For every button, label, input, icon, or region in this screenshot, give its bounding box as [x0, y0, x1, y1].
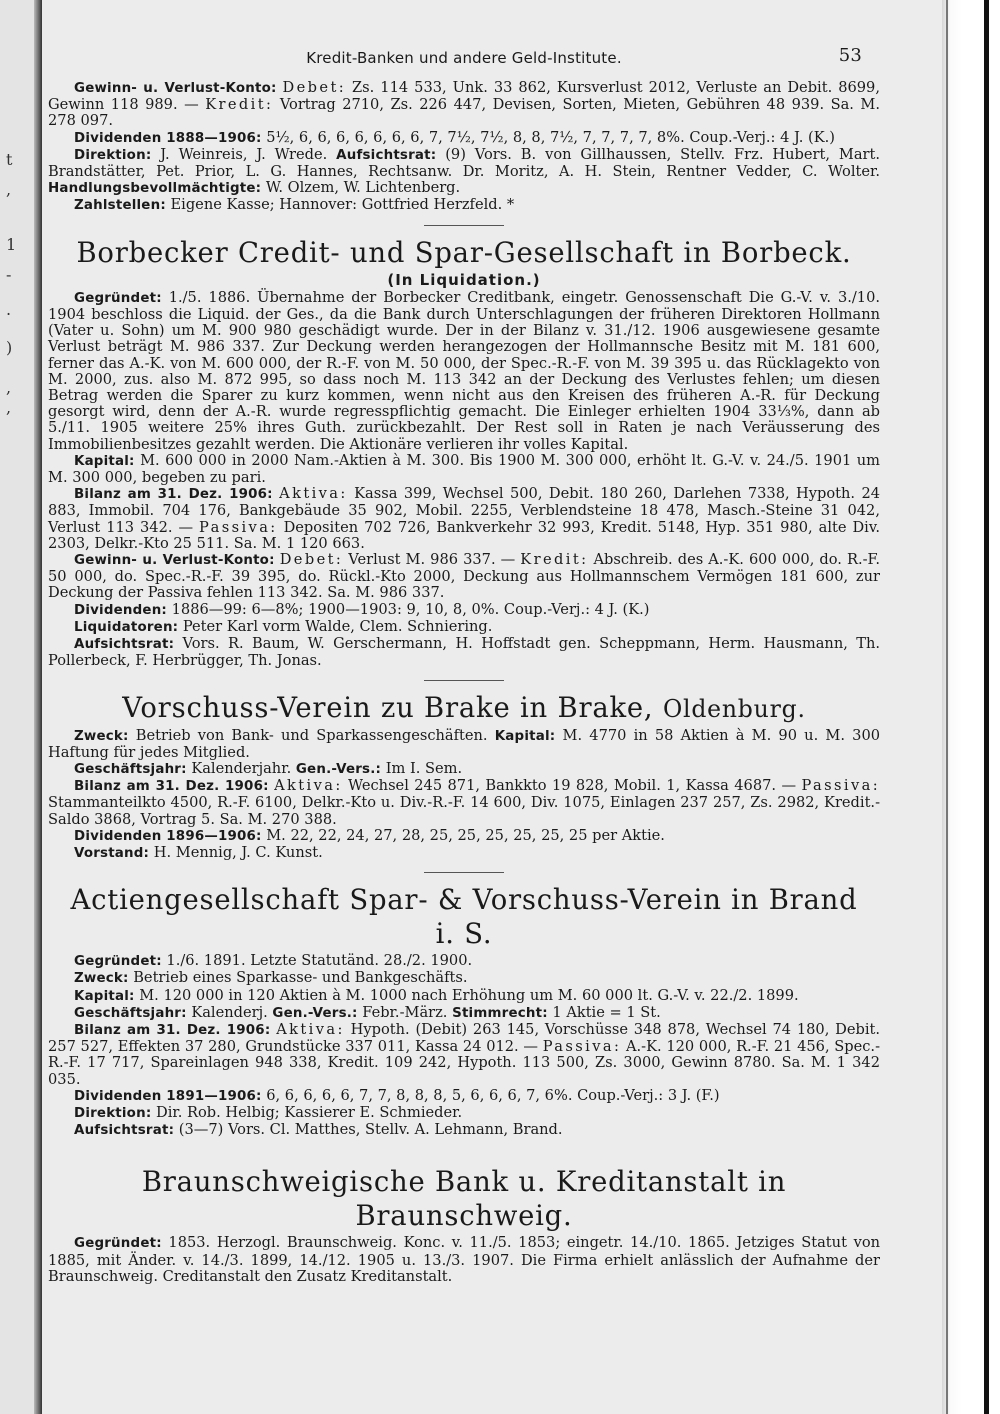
- borbeck-gewinn-konto: Gewinn- u. Verlust-Konto: Debet: Verlust M. 986 337. — Kredit: Abschreib. des A.-K. 600 000, do. R.-F. 50 000, do. Spec.-R.-F. 39 395, do. Rückl.-Kto 2000, Deckung aus Hollmannschem Vermögen 181 600, zur Deckung der Passiva fehlen 113 342. Sa. M. 986 337.: [48, 551, 881, 602]
- page-number: 53: [838, 45, 862, 66]
- prev-zahlstellen: Zahlstellen: Eigene Kasse; Hannover: Gottfried Herzfeld. *: [74, 196, 515, 214]
- margin-mark: ,: [6, 378, 12, 397]
- brand-geschaeftsjahr: Geschäftsjahr: Kalenderj. Gen.-Vers.: Febr.-März. Stimmrecht: 1 Aktie = 1 St.: [74, 1003, 661, 1021]
- margin-mark: ,: [6, 398, 12, 417]
- brake-bilanz: Bilanz am 31. Dez. 1906: Aktiva: Wechsel 245 871, Bankkto 19 828, Mobil. 1, Kassa 4687. — Passiva: Stammanteilkto 4500, R.-F. 6100, Delkr.-Kto u. Div.-R.-F. 14 600, Div. 1075, Einlagen 237 257, Zs. 2982, Kredit.-Saldo 3868, Vortrag 5. Sa. M. 270 388.: [48, 777, 881, 828]
- braunschweig-gegruendet: Gegründet: 1853. Herzogl. Braunschweig. Konc. v. 11./5. 1853; eingetr. 14./10. 1865. Jetziges Statut von 1885, mit Änder. v. 14./3. 1899, 14./12. 1905 u. 13./3. 1907. Die Firma erhielt anlässlich der Aufnahme der Braunschweig. Creditanstalt den Zusatz Kreditanstalt.: [48, 1234, 880, 1285]
- brake-vorstand: Vorstand: H. Mennig, J. C. Kunst.: [74, 843, 323, 861]
- brand-zweck: Zweck: Betrieb eines Sparkasse- und Bankgeschäfts.: [74, 969, 468, 987]
- binding-shadow: [34, 0, 42, 1414]
- margin-mark: ,: [6, 180, 12, 199]
- brand-direktion: Direktion: Dir. Rob. Helbig; Kassierer E. Schmieder.: [74, 1103, 463, 1121]
- page-content: [48, 45, 881, 1285]
- margin-mark: -: [6, 265, 12, 284]
- brake-dividenden: Dividenden 1896—1906: M. 22, 22, 24, 27, 28, 25, 25, 25, 25, 25, 25 per Aktie.: [74, 826, 665, 844]
- borbeck-bilanz: Bilanz am 31. Dez. 1906: Aktiva: Kassa 399, Wechsel 500, Debit. 180 260, Darlehen 7338, Hypoth. 24 883, Immobil. 704 176, Bankgebäude 35 902, Mobil. 2255, Verblendsteine 18 478, Masch.-Steine 31 042, Verlust 113 342. — Passiva: Depositen 702 726, Bankverkehr 32 993, Kredit. 5148, Hyp. 351 980, alte Div. 2303, Delkr.-Kto 25 511. Sa. M. 1 120 663.: [48, 485, 881, 552]
- edge-line: [946, 0, 948, 1414]
- brand-aufsichtsrat: Aufsichtsrat: (3—7) Vors. Cl. Matthes, Stellv. A. Lehmann, Brand.: [74, 1121, 563, 1139]
- running-header: [48, 45, 880, 80]
- page-right-edge: [942, 0, 1000, 1414]
- section-title-brake: Vorschuss-Verein zu Brake in Brake, Oldenburg.: [122, 690, 806, 724]
- brand-kapital: Kapital: M. 120 000 in 120 Aktien à M. 1000 nach Erhöhung um M. 60 000 lt. G.-V. v. 22./2. 1899.: [74, 986, 799, 1004]
- prev-direktion: Direktion: J. Weinreis, J. Wrede. Aufsichtsrat: (9) Vors. B. von Gillhaussen, Stellv. Frz. Hubert, Mart. Brandstätter, Pet. Prior, L. G. Hannes, Rechtsanw. Dr. Moritz, A. H. Stein, Rentner Vedder, C. Wolter. Handlungsbevollmächtigte: W. Olzem, W. Lichtenberg.: [48, 145, 881, 197]
- section-title-borbeck: Borbecker Credit- und Spar-Gesellschaft in Borbeck.: [76, 235, 852, 269]
- liquidation-status: (In Liquidation.): [387, 270, 541, 289]
- margin-mark: t: [6, 150, 13, 169]
- prev-gewinn-konto: Gewinn- u. Verlust-Konto: Debet: Zs. 114 533, Unk. 33 862, Kursverlust 2012, Verluste an Debit. 8699, Gewinn 118 989. — Kredit: Vortrag 2710, Zs. 226 447, Devisen, Sorten, Mieten, Gebühren 48 939. Sa. M. 278 097.: [48, 79, 881, 130]
- margin-mark: ): [6, 338, 13, 357]
- borbeck-liquidatoren: Liquidatoren: Peter Karl vorm Walde, Clem. Schniering.: [74, 617, 493, 635]
- borbeck-aufsichtsrat: Aufsichtsrat: Vors. R. Baum, W. Gerschermann, H. Hoffstadt gen. Scheppmann, Herm. Hausmann, Th. Pollerbeck, F. Herbrügger, Th. Jonas.: [48, 635, 881, 670]
- section-title-brand: Actiengesellschaft Spar- & Vorschuss-Verein in Brand i. S.: [70, 883, 858, 951]
- brake-geschaeftsjahr: Geschäftsjahr: Kalenderjahr. Gen.-Vers.: Im I. Sem.: [74, 759, 463, 777]
- brand-dividenden: Dividenden 1891—1906: 6, 6, 6, 6, 6, 7, 7, 8, 8, 8, 5, 6, 6, 6, 7, 6%. Coup.-Verj.: 3 J. (F.): [74, 1086, 720, 1104]
- margin-mark: .: [6, 300, 12, 319]
- brand-bilanz: Bilanz am 31. Dez. 1906: Aktiva: Hypoth. (Debit) 263 145, Vorschüsse 348 878, Wechsel 74 180, Debit. 257 527, Effekten 37 280, Grundstücke 337 011, Kassa 24 012. — Passiva: A.-K. 120 000, R.-F. 21 456, Spec.-R.-F. 17 717, Spareinlagen 948 338, Kredit. 109 242, Hypoth. 113 500, Zs. 3000, Gewinn 8780. Sa. M. 1 342 035.: [48, 1020, 881, 1088]
- brand-gegruendet: Gegründet: 1./6. 1891. Letzte Statutänd. 28./2. 1900.: [74, 952, 473, 970]
- borbeck-gegruendet: Gegründet: 1./5. 1886. Übernahme der Borbecker Creditbank, eingetr. Genossenschaft Die G.-V. v. 3./10. 1904 beschloss die Liquid. der Ges., da die Bank durch Unterschlagungen der früheren Direktoren Hollmann (Vater u. Sohn) um M. 900 980 geschädigt wurde. Der in der Bilanz v. 31./12. 1906 ausgewiesene gesamte Verlust beträgt M. 986 337. Zur Deckung werden herangezogen der Hollmannsche Besitz mit M. 181 600, ferner das A.-K. von M. 600 000, der R.-F. von M. 50 000, der Spec.-R.-F. von M. 39 395 u. das Rücklagekto von M. 2000, zus. also M. 872 995, so dass noch M. 113 342 an der Deckung des Verlustes fehlen; um diesen Betrag werden die Sparer zu kurz kommen, wenn nicht aus den Kreisen des früheren A.-R. für Deckung gesorgt wird, denn der A.-R. wurde regresspflichtig gemacht. Die Einleger erhielten 1904 33⅓%, dann ab 5./11. 1905 weitere 25% ihres Guth. zurückbezahlt. Der Rest soll in Raten je nach Veräusserung des Immobilienbesitzes gezahlt werden. Die Aktionäre verlieren ihr volles Kapital.: [48, 288, 881, 453]
- borbeck-kapital: Kapital: M. 600 000 in 2000 Nam.-Aktien à M. 300. Bis 1900 M. 300 000, erhöht lt. G.-V. v. 24./5. 1901 um M. 300 000, begeben zu pari.: [48, 451, 881, 487]
- borbeck-dividenden: Dividenden: 1886—99: 6—8%; 1900—1903: 9, 10, 8, 0%. Coup.-Verj.: 4 J. (K.): [74, 600, 650, 618]
- header-title: Kredit-Banken und andere Geld-Institute.: [306, 49, 622, 67]
- spacer: [48, 1139, 880, 1159]
- edge-bar: [984, 0, 989, 1414]
- brake-zweck: Zweck: Betrieb von Bank- und Sparkassengeschäften. Kapital: M. 4770 in 58 Aktien à M. 90 u. M. 300 Haftung für jedes Mitglied.: [48, 726, 881, 761]
- section-divider: [424, 680, 504, 681]
- section-divider: [424, 225, 504, 226]
- prev-dividenden: Dividenden 1888—1906: 5½, 6, 6, 6, 6, 6, 6, 6, 7, 7½, 7½, 8, 8, 7½, 7, 7, 7, 7, 8%. Coup.-Verj.: 4 J. (K.): [74, 128, 835, 146]
- section-divider: [424, 872, 504, 873]
- section-title-braunschweig: Braunschweigische Bank u. Kreditanstalt in Braunschweig.: [141, 1165, 787, 1233]
- left-facing-page-strip: [0, 0, 42, 1414]
- margin-mark: 1: [6, 235, 17, 254]
